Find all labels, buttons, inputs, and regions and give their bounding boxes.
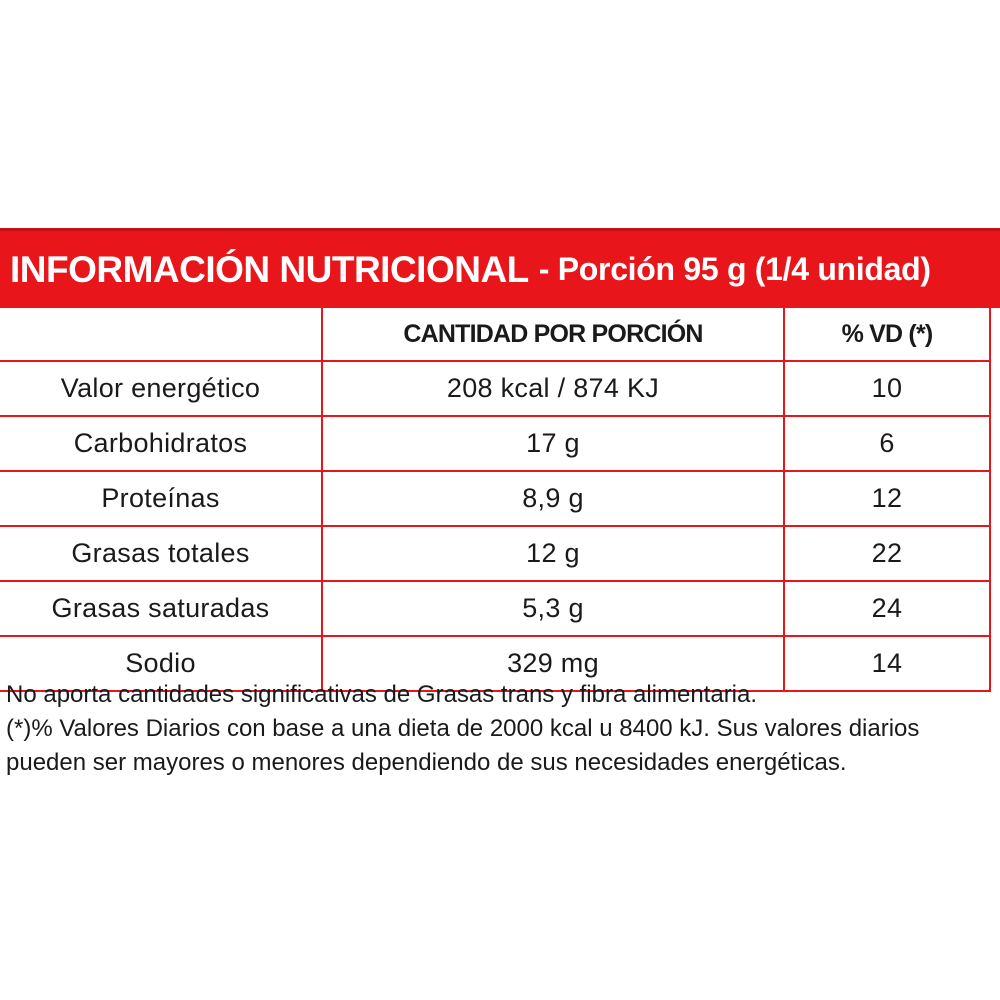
header-band xyxy=(0,228,1000,308)
nutrient-name: Valor energético xyxy=(0,361,322,416)
nutrient-dv: 10 xyxy=(784,361,990,416)
column-header-nutrient xyxy=(0,308,322,361)
header-title: INFORMACIÓN NUTRICIONAL xyxy=(10,248,529,290)
column-header-row xyxy=(0,308,990,361)
column-header-amount: CANTIDAD POR PORCIÓN xyxy=(322,308,784,361)
nutrient-dv: 24 xyxy=(784,581,990,636)
table-row xyxy=(0,581,990,636)
nutrient-amount: 208 kcal / 874 KJ xyxy=(322,361,784,416)
nutrient-amount: 329 mg xyxy=(322,636,784,691)
nutrient-dv: 6 xyxy=(784,416,990,471)
column-header-dv: % VD (*) xyxy=(784,308,990,361)
nutrient-dv: 22 xyxy=(784,526,990,581)
nutrient-amount: 12 g xyxy=(322,526,784,581)
table-row xyxy=(0,416,990,471)
nutrient-dv: 14 xyxy=(784,636,990,691)
table-row xyxy=(0,526,990,581)
nutrient-name: Grasas saturadas xyxy=(0,581,322,636)
nutrient-name: Sodio xyxy=(0,636,322,691)
nutrient-amount: 17 g xyxy=(322,416,784,471)
footnote-trans-fat: No aporta cantidades significativas de Grasas trans y fibra alimentaria. xyxy=(6,681,758,708)
nutrition-table xyxy=(0,308,991,692)
nutrient-name: Carbohidratos xyxy=(0,416,322,471)
table-row xyxy=(0,361,990,416)
footnotes xyxy=(6,678,991,780)
nutrient-amount: 5,3 g xyxy=(322,581,784,636)
nutrient-name: Grasas totales xyxy=(0,526,322,581)
table-row xyxy=(0,471,990,526)
nutrient-name: Proteínas xyxy=(0,471,322,526)
footnote-daily-values: (*)% Valores Diarios con base a una dieta de 2000 kcal u 8400 kJ. Sus valores diarios pueden ser mayores o menores dependiendo de sus necesidades energéticas. xyxy=(6,715,920,776)
nutrient-amount: 8,9 g xyxy=(322,471,784,526)
nutrient-dv: 12 xyxy=(784,471,990,526)
header-portion: - Porción 95 g (1/4 unidad) xyxy=(538,251,931,287)
nutrition-label xyxy=(0,228,1000,692)
